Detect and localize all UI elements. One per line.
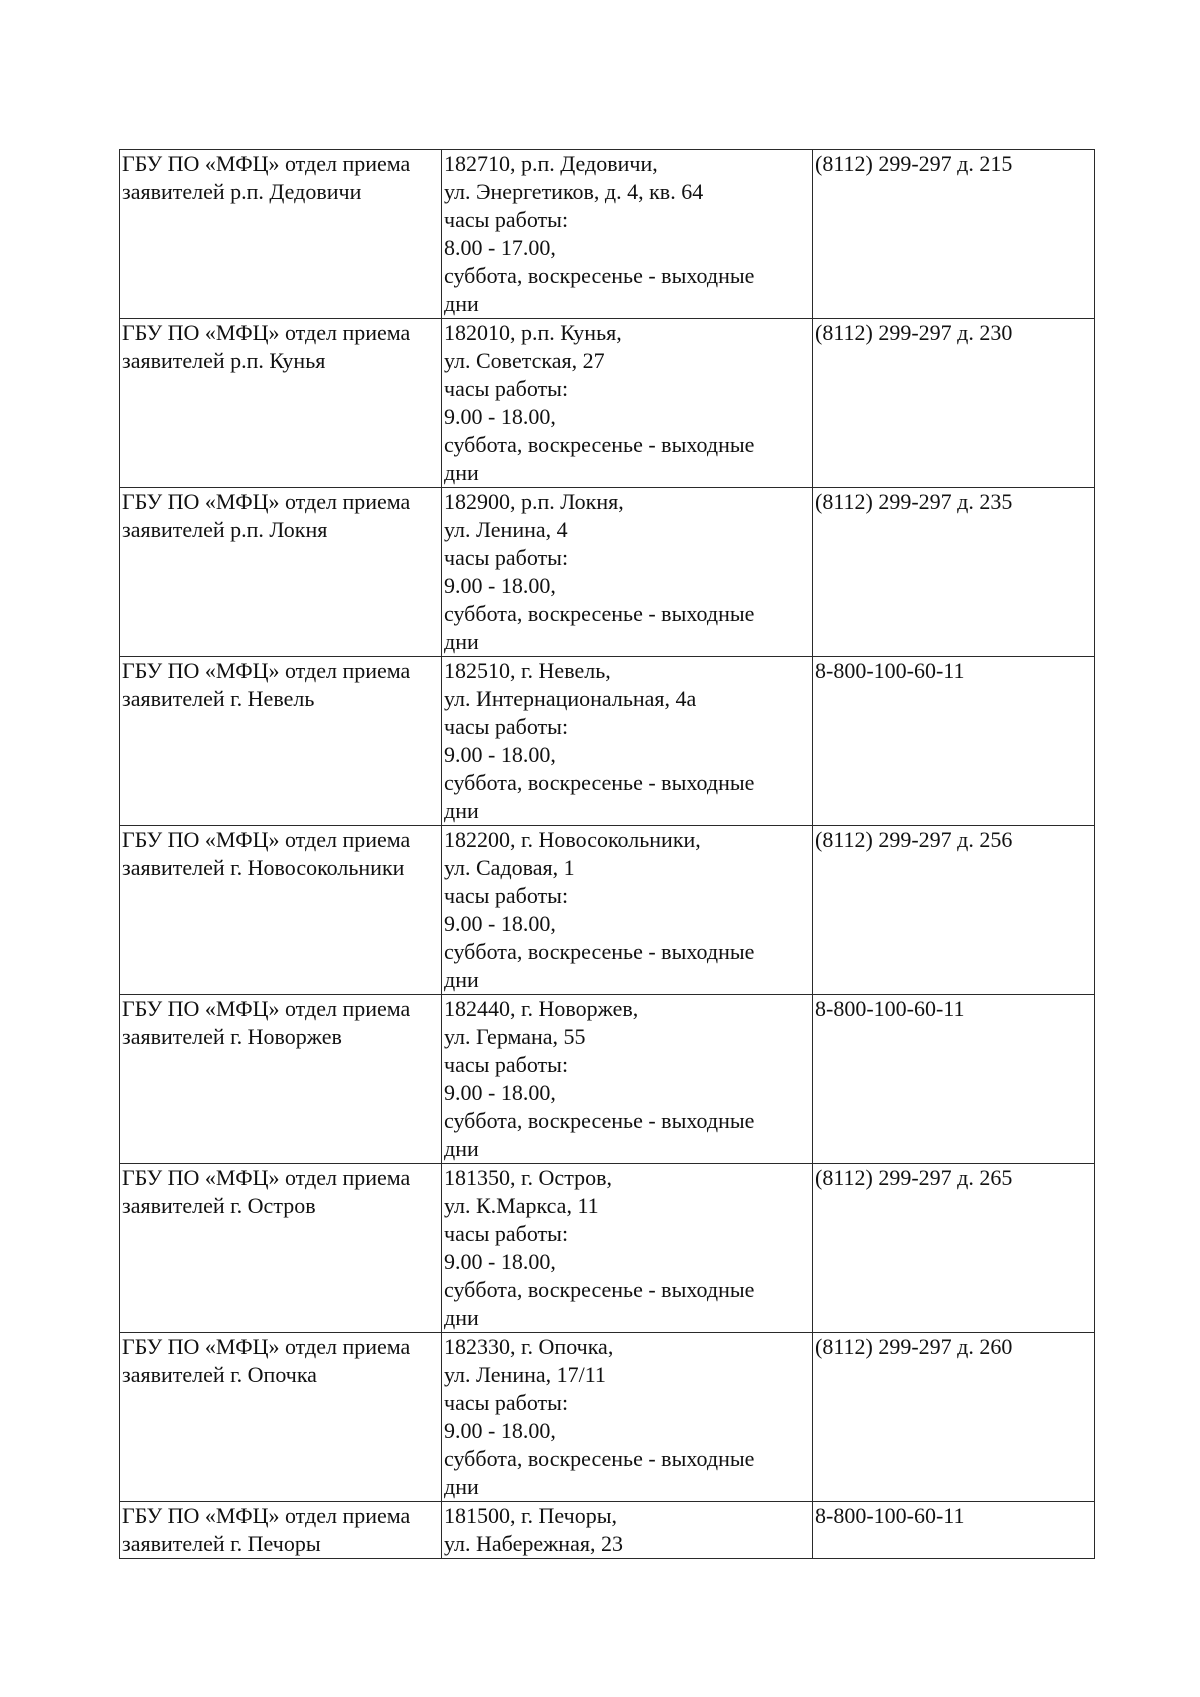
office-name-line: ГБУ ПО «МФЦ» отдел приема (122, 1165, 411, 1190)
office-name-cell (120, 1502, 442, 1559)
office-phone: 8-800-100-60-11 (815, 658, 965, 683)
office-address-line: 182510, г. Невель, (444, 658, 611, 683)
office-address-line: ул. К.Маркса, 11 (444, 1193, 599, 1218)
office-address-line: суббота, воскресенье - выходные (444, 601, 755, 626)
office-address-cell (442, 995, 813, 1164)
office-address-cell (442, 1333, 813, 1502)
office-address-line: 182900, р.п. Локня, (444, 489, 624, 514)
office-address-line: часы работы: (444, 714, 569, 739)
office-phone-cell (813, 995, 1095, 1164)
office-name-line: заявителей р.п. Локня (122, 517, 328, 542)
office-phone-cell (813, 150, 1095, 319)
office-address-cell (442, 150, 813, 319)
office-phone-cell (813, 1333, 1095, 1502)
office-phone-cell (813, 826, 1095, 995)
office-address-line: 182440, г. Новоржев, (444, 996, 639, 1021)
office-address-line: ул. Советская, 27 (444, 348, 605, 373)
office-address-line: суббота, воскресенье - выходные (444, 939, 755, 964)
office-phone: 8-800-100-60-11 (815, 996, 965, 1021)
office-address-line: 9.00 - 18.00, (444, 1249, 556, 1274)
office-address-line: ул. Ленина, 17/11 (444, 1362, 606, 1387)
table-row (120, 1333, 1095, 1502)
office-phone: (8112) 299-297 д. 230 (815, 320, 1013, 345)
office-address-line: дни (444, 1474, 479, 1499)
office-phone-cell (813, 319, 1095, 488)
table-row (120, 1164, 1095, 1333)
office-name-cell (120, 319, 442, 488)
office-name-line: заявителей г. Печоры (122, 1531, 321, 1556)
office-phone: (8112) 299-297 д. 235 (815, 489, 1013, 514)
office-name-line: ГБУ ПО «МФЦ» отдел приема (122, 996, 411, 1021)
office-address-line: дни (444, 967, 479, 992)
office-address-line: суббота, воскресенье - выходные (444, 432, 755, 457)
office-address-line: 9.00 - 18.00, (444, 1418, 556, 1443)
office-address-line: дни (444, 291, 479, 316)
table-row (120, 657, 1095, 826)
office-address-line: 182710, р.п. Дедовичи, (444, 151, 658, 176)
office-address-line: ул. Энергетиков, д. 4, кв. 64 (444, 179, 704, 204)
table-row (120, 319, 1095, 488)
office-address-cell (442, 657, 813, 826)
office-address-line: ул. Ленина, 4 (444, 517, 568, 542)
office-name-line: заявителей г. Невель (122, 686, 315, 711)
table-row (120, 488, 1095, 657)
office-phone: (8112) 299-297 д. 260 (815, 1334, 1013, 1359)
office-address-line: 9.00 - 18.00, (444, 911, 556, 936)
office-name-line: ГБУ ПО «МФЦ» отдел приема (122, 151, 411, 176)
office-phone: 8-800-100-60-11 (815, 1503, 965, 1528)
office-name-line: заявителей г. Новоржев (122, 1024, 342, 1049)
office-address-line: ул. Интернациональная, 4а (444, 686, 697, 711)
office-address-line: часы работы: (444, 376, 569, 401)
office-address-line: дни (444, 629, 479, 654)
office-address-line: 182330, г. Опочка, (444, 1334, 614, 1359)
office-name-line: ГБУ ПО «МФЦ» отдел приема (122, 489, 411, 514)
office-address-line: 182010, р.п. Кунья, (444, 320, 622, 345)
office-address-line: часы работы: (444, 207, 569, 232)
office-name-cell (120, 995, 442, 1164)
office-name-cell (120, 1333, 442, 1502)
table-row (120, 826, 1095, 995)
office-name-cell (120, 1164, 442, 1333)
office-phone-cell (813, 1164, 1095, 1333)
office-phone: (8112) 299-297 д. 215 (815, 151, 1013, 176)
office-name-cell (120, 826, 442, 995)
office-name-cell (120, 657, 442, 826)
office-name-cell (120, 150, 442, 319)
office-name-line: заявителей р.п. Дедовичи (122, 179, 362, 204)
office-address-line: дни (444, 1305, 479, 1330)
office-address-line: 8.00 - 17.00, (444, 235, 556, 260)
office-name-line: ГБУ ПО «МФЦ» отдел приема (122, 320, 411, 345)
office-name-cell (120, 488, 442, 657)
offices-table-body (120, 150, 1095, 1559)
office-name-line: заявителей г. Остров (122, 1193, 316, 1218)
office-name-line: ГБУ ПО «МФЦ» отдел приема (122, 1503, 411, 1528)
office-address-line: суббота, воскресенье - выходные (444, 263, 755, 288)
office-name-line: заявителей г. Опочка (122, 1362, 317, 1387)
office-address-line: ул. Набережная, 23 (444, 1531, 623, 1556)
office-address-line: дни (444, 1136, 479, 1161)
office-address-line: часы работы: (444, 545, 569, 570)
offices-table (119, 149, 1095, 1559)
office-address-line: 9.00 - 18.00, (444, 573, 556, 598)
office-address-line: 181350, г. Остров, (444, 1165, 612, 1190)
office-address-line: дни (444, 798, 479, 823)
office-phone: (8112) 299-297 д. 265 (815, 1165, 1013, 1190)
office-address-line: 9.00 - 18.00, (444, 1080, 556, 1105)
office-name-line: ГБУ ПО «МФЦ» отдел приема (122, 827, 411, 852)
office-address-cell (442, 1502, 813, 1559)
office-address-line: ул. Германа, 55 (444, 1024, 586, 1049)
office-phone-cell (813, 657, 1095, 826)
office-address-line: 9.00 - 18.00, (444, 404, 556, 429)
office-address-line: часы работы: (444, 883, 569, 908)
office-name-line: ГБУ ПО «МФЦ» отдел приема (122, 1334, 411, 1359)
office-address-line: суббота, воскресенье - выходные (444, 1277, 755, 1302)
office-address-line: 9.00 - 18.00, (444, 742, 556, 767)
office-address-line: ул. Садовая, 1 (444, 855, 575, 880)
office-address-line: часы работы: (444, 1052, 569, 1077)
office-address-cell (442, 1164, 813, 1333)
office-phone-cell (813, 488, 1095, 657)
office-address-cell (442, 826, 813, 995)
office-phone-cell (813, 1502, 1095, 1559)
office-phone: (8112) 299-297 д. 256 (815, 827, 1013, 852)
office-address-line: суббота, воскресенье - выходные (444, 1108, 755, 1133)
table-row (120, 1502, 1095, 1559)
office-address-line: суббота, воскресенье - выходные (444, 770, 755, 795)
office-address-line: дни (444, 460, 479, 485)
office-address-line: часы работы: (444, 1221, 569, 1246)
office-address-line: часы работы: (444, 1390, 569, 1415)
office-address-line: суббота, воскресенье - выходные (444, 1446, 755, 1471)
office-name-line: заявителей р.п. Кунья (122, 348, 326, 373)
office-name-line: заявителей г. Новосокольники (122, 855, 405, 880)
table-row (120, 995, 1095, 1164)
office-name-line: ГБУ ПО «МФЦ» отдел приема (122, 658, 411, 683)
office-address-cell (442, 319, 813, 488)
office-address-cell (442, 488, 813, 657)
table-row (120, 150, 1095, 319)
office-address-line: 182200, г. Новосокольники, (444, 827, 701, 852)
office-address-line: 181500, г. Печоры, (444, 1503, 617, 1528)
